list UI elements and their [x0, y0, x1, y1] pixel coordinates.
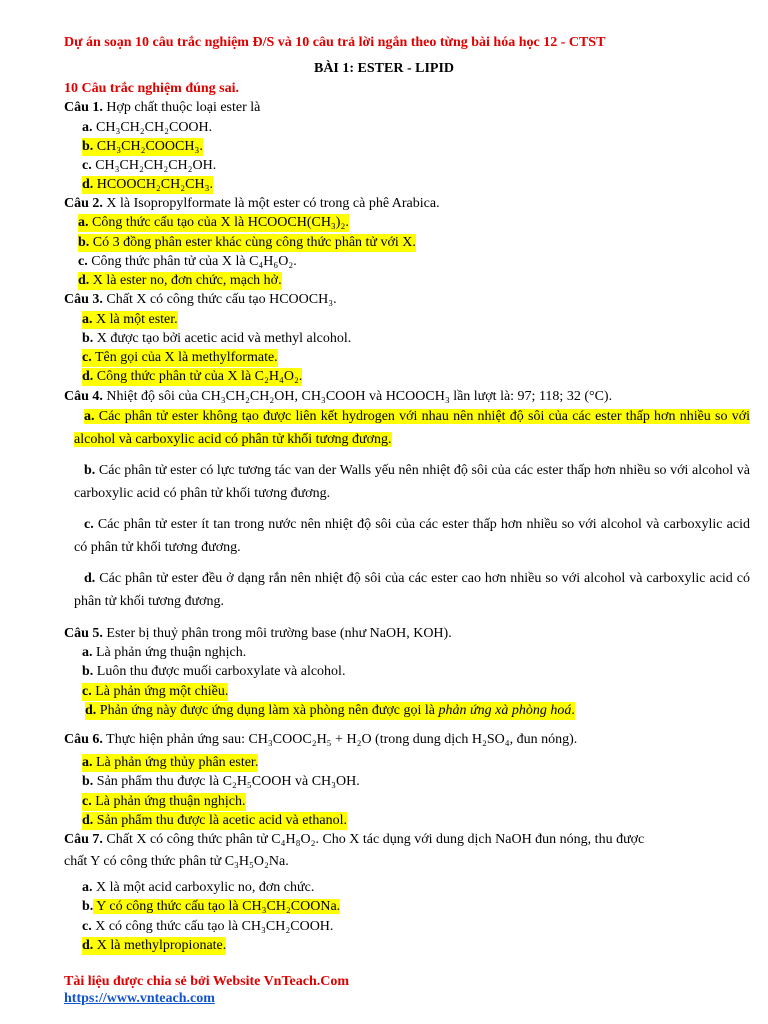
q7-option-a: a. X là một acid carboxylic no, đơn chức. — [82, 880, 315, 895]
lesson-title: BÀI 1: ESTER - LIPID — [313, 61, 455, 76]
q6-option-c: c. Là phản ứng thuận nghịch. — [82, 794, 246, 809]
question-1: Câu 1. Hợp chất thuộc loại ester là — [64, 100, 261, 115]
q6-option-d: d. Sản phẩm thu được là acetic acid và ethanol. — [82, 813, 347, 828]
q2-option-b: b. Có 3 đồng phân ester khác cùng công thức phân tử với X. — [78, 235, 416, 250]
q2-option-d: d. X là ester no, đơn chức, mạch hở. — [78, 273, 282, 288]
q7-option-c: c. X có công thức cấu tạo là CH₃CH₂COOH. — [82, 919, 334, 934]
q5-option-c: c. Là phản ứng một chiều. — [82, 684, 229, 699]
project-title: Dự án soạn 10 câu trắc nghiệm Đ/S và 10 câu trả lời ngắn theo từng bài hóa học 12 - CTST — [64, 35, 606, 50]
q4-option-b: b. Các phân tử ester có lực tương tác van der Walls yếu nên nhiệt độ sôi của các ester thấp hơn nhiều so với alcohol và carboxylic acid có phân tử khối tương đương. — [74, 463, 750, 501]
q1-option-b: b. CH₃CH₂COOCH₃. — [82, 139, 203, 154]
q2-option-a: a. Công thức cấu tạo của X là HCOOCH(CH₃)₂. — [78, 215, 349, 230]
q4-option-c: c. Các phân tử ester ít tan trong nước nên nhiệt độ sôi của các ester thấp hơn nhiều so với alcohol và carboxylic acid có phân tử khối tương đương. — [74, 517, 750, 555]
q6-option-a: a. Là phản ứng thủy phân ester. — [82, 755, 259, 770]
q3-option-b: b. X được tạo bởi acetic acid và methyl alcohol. — [82, 331, 352, 346]
section-title: 10 Câu trắc nghiệm đúng sai. — [64, 81, 240, 96]
q1-option-c: c. CH₃CH₂CH₂CH₂OH. — [82, 158, 217, 173]
q2-option-c: c. Công thức phân tử của X là C₄H₆O₂. — [78, 254, 297, 269]
q7-option-d: d. X là methylpropionate. — [82, 938, 227, 953]
footer-link-row — [64, 990, 215, 1008]
q5-option-d: d. Phản ứng này được ứng dụng làm xà phòng nên được gọi là phản ứng xà phòng hoá. — [85, 703, 575, 718]
q6-option-b: b. Sản phẩm thu được là C₂H₅COOH và CH₃OH. — [82, 774, 360, 789]
question-6: Câu 6. Thực hiện phản ứng sau: CH₃COOC₂H₅ + H₂O (trong dung dịch H₂SO₄, đun nóng). — [64, 732, 578, 747]
q4-option-a: a. Các phân tử ester không tạo được liên kết hydrogen với nhau nên nhiệt độ sôi của các ester thấp hơn nhiều so với alcohol và carboxylic acid có phân tử khối tương đương. — [74, 409, 750, 447]
question-7-continued: chất Y có công thức phân tử C₃H₅O₂Na. — [64, 854, 289, 869]
q3-option-a: a. X là một ester. — [82, 312, 178, 327]
q4-option-d: d. Các phân tử ester đều ở dạng rắn nên nhiệt độ sôi của các ester cao hơn nhiều so với alcohol và carboxylic acid có phân tử khối tương đương. — [74, 571, 750, 609]
q1-option-a: a. CH₃CH₂CH₂COOH. — [82, 120, 213, 135]
question-3: Câu 3. Chất X có công thức cấu tạo HCOOCH₃. — [64, 292, 337, 307]
question-4: Câu 4. Nhiệt độ sôi của CH₃CH₂CH₂OH, CH₃COOH và HCOOCH₃ lần lượt là: 97; 118; 32 (°C). — [64, 389, 613, 404]
footer-share-text: Tài liệu được chia sẻ bởi Website VnTeach.Com — [64, 974, 350, 989]
footer-website-link[interactable]: https://www.vnteach.com — [64, 991, 215, 1006]
question-5: Câu 5. Ester bị thuỷ phân trong môi trường base (như NaOH, KOH). — [64, 626, 452, 641]
q1-option-d: d. HCOOCH₂CH₂CH₃. — [82, 177, 213, 192]
question-7: Câu 7. Chất X có công thức phân tử C₄H₈O₂. Cho X tác dụng với dung dịch NaOH đun nóng, thu được — [64, 832, 645, 847]
q7-option-b: b. Y có công thức cấu tạo là CH₃CH₂COONa. — [82, 899, 341, 914]
q3-option-c: c. Tên gọi của X là methylformate. — [82, 350, 278, 365]
q5-option-a: a. Là phản ứng thuận nghịch. — [82, 645, 247, 660]
q5-option-b: b. Luôn thu được muối carboxylate và alcohol. — [82, 664, 346, 679]
q3-option-d: d. Công thức phân tử của X là C₂H₄O₂. — [82, 369, 303, 384]
question-2: Câu 2. X là Isopropylformate là một ester có trong cà phê Arabica. — [64, 196, 440, 211]
